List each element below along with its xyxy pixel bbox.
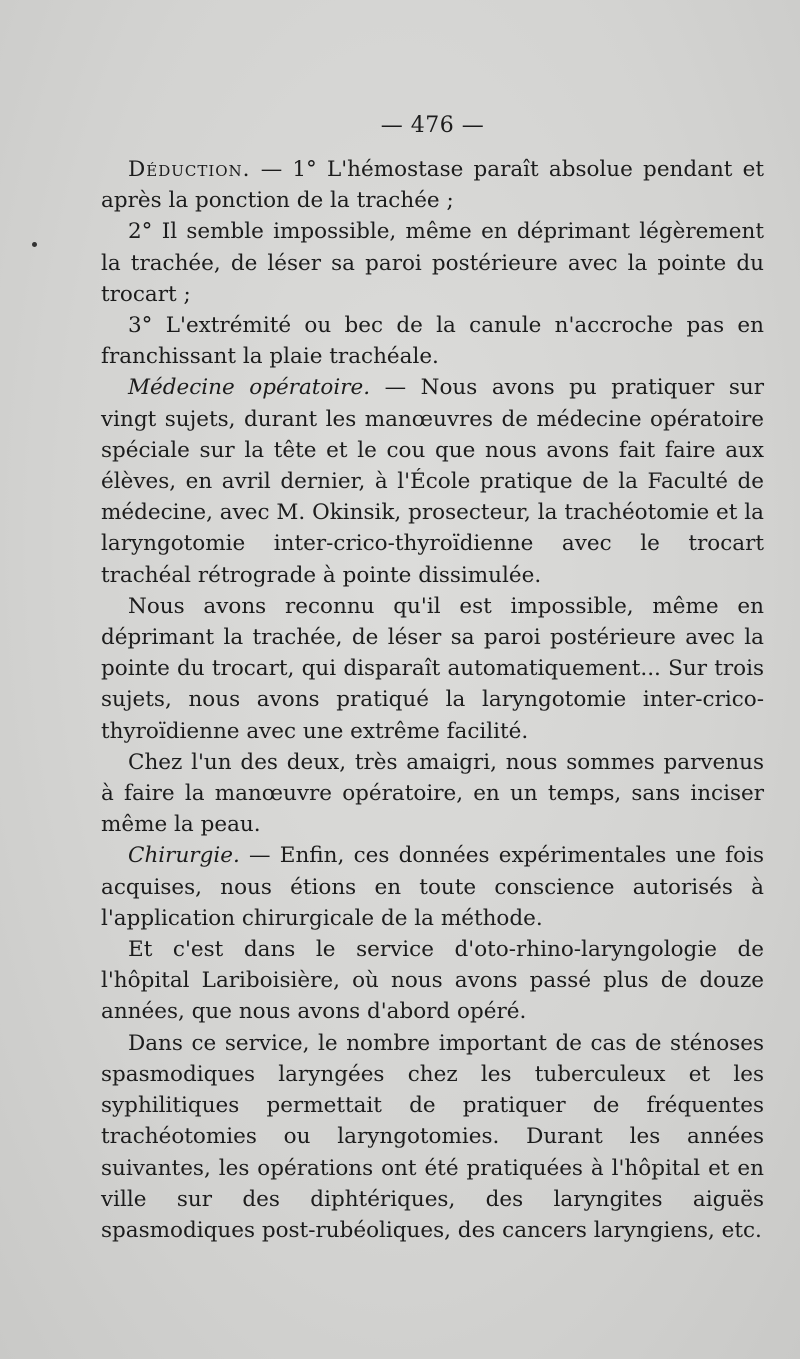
paragraph-text: — 1° L'hémostase paraît absolue pendant et après la ponction de la trachée ; — [101, 157, 764, 214]
paragraph-text: Chez l'un des deux, très amaigri, nous sommes parvenus à faire la manœuvre opératoire, en un temps, sans inciser même la peau. — [101, 749, 764, 838]
paragraph-point-3 — [101, 310, 764, 372]
paragraph-text: 3° L'extrémité ou bec de la canule n'accroche pas en franchissant la plaie trachéale. — [101, 313, 764, 370]
paragraph-service — [101, 1028, 764, 1246]
paragraph-lariboisiere — [101, 934, 764, 1028]
paragraph-point-2 — [101, 216, 764, 310]
paragraph-text: — Nous avons pu pratiquer sur vingt sujets, durant les manœuvres de médecine opératoire spéciale sur la tête et le cou que nous avons fait faire aux élèves, en avril dernier, à l'École pratique de la Faculté de médecine, avec M. Okinsik, prosecteur, la trachéotomie et la laryngotomie inter-crico-thyroïdienne avec le trocart trachéal rétrograde à pointe dissimulée. — [101, 375, 764, 588]
section-lead-deduction: Déduction. — [128, 157, 251, 182]
paragraph-chirurgie — [101, 840, 764, 934]
paragraph-text: Et c'est dans le service d'oto-rhino-laryngologie de l'hôpital Lariboisière, où nous avons passé plus de douze années, que nous avons d'abord opéré. — [101, 937, 764, 1025]
page-number: — 476 — — [380, 113, 485, 138]
paragraph-medecine-operatoire — [101, 372, 764, 590]
paragraph-deduction — [101, 154, 764, 216]
book-page — [101, 110, 764, 1246]
paragraph-text: Nous avons reconnu qu'il est impossible, même en déprimant la trachée, de léser sa paroi postérieure avec la pointe du trocart, qui disparaît automatiquement... Sur trois sujets, nous avons pratiqué la laryngotomie inter-crico-thyroïdienne avec une extrême facilité. — [101, 593, 764, 744]
margin-speck — [32, 242, 37, 247]
paragraph-reconnu — [101, 591, 764, 747]
paragraph-text: 2° Il semble impossible, même en déprimant légèrement la trachée, de léser sa paroi postérieure avec la pointe du trocart ; — [101, 219, 764, 307]
section-lead-medecine-operatoire: Médecine opératoire. — [128, 375, 371, 401]
section-lead-chirurgie: Chirurgie. — [128, 843, 240, 869]
paragraph-chez-un — [101, 747, 764, 841]
paragraph-text: — Enfin, ces données expérimentales une fois acquises, nous étions en toute conscience autorisés à l'application chirurgicale de la méthode. — [101, 843, 764, 931]
paragraph-text: Dans ce service, le nombre important de cas de sténoses spasmodiques laryngées chez les tuberculeux et les syphilitiques permettait de pratiquer de fréquentes trachéotomies ou laryngotomies. Durant les années suivantes, les opérations ont été pratiquées à l'hôpital et en ville sur des diphtériques, des laryngites aiguës spasmodiques post-rubéoliques, des cancers laryngiens, etc. — [101, 1030, 764, 1243]
